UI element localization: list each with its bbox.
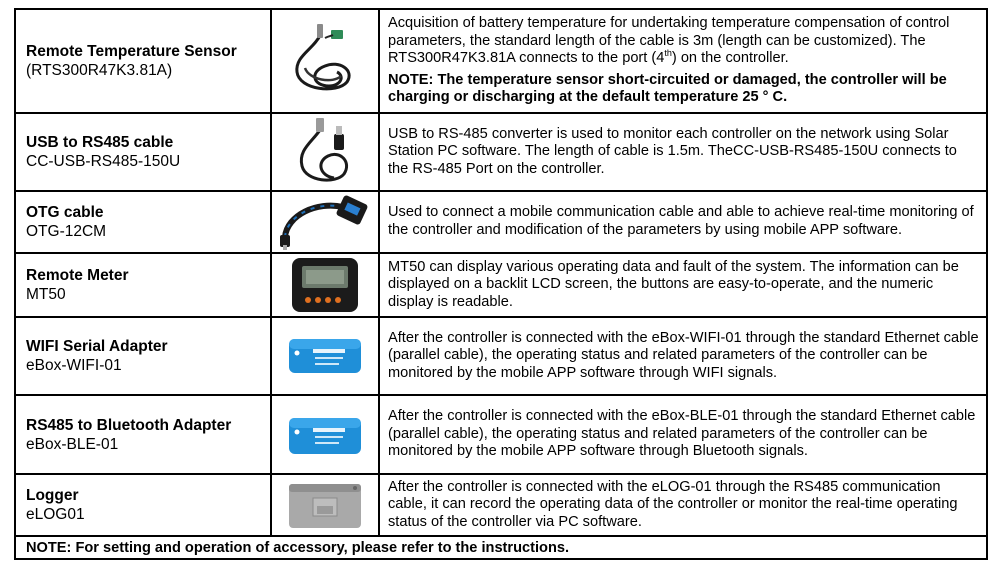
accessory-description: Used to connect a mobile communication cable and able to achieve real-time monitoring of the controller and modification of the parameters by using mobile APP software. [388,204,974,238]
accessory-table [14,8,988,560]
accessory-code: eBox-WIFI-01 [26,357,122,374]
accessory-description-cell [379,9,987,113]
accessory-image-cell [271,113,379,191]
accessory-name-cell [15,113,271,191]
accessory-title: Remote Meter [26,267,129,284]
accessory-description-cell [379,474,987,536]
accessory-description-cell [379,191,987,253]
accessory-title: OTG cable [26,204,104,221]
accessory-description: After the controller is connected with the eLOG-01 through the RS485 communication cable, it can record the operating data of the controller or monitor the real-time operating status of the controller via PC software. [388,478,958,530]
accessory-name-cell [15,253,271,317]
footer-note: NOTE: For setting and operation of accessory, please refer to the instructions. [15,536,987,559]
accessory-description-cell [379,317,987,395]
otg-cable-icon [277,193,373,251]
accessory-image-cell [271,253,379,317]
accessory-code: (RTS300R47K3.81A) [26,62,173,79]
usb-cable-icon [290,116,360,188]
description-text: Acquisition of battery temperature for undertaking temperature compensation of control parameters, the standard length of the cable is 3m (length can be customized). The RTS300R47K3.81A connects to the port (4 [388,15,950,67]
accessory-note: NOTE: The temperature sensor short-circuited or damaged, the controller will be charging or discharging at the default temperature 25 ° C. [388,71,947,106]
accessory-description-cell [379,113,987,191]
accessory-name-cell [15,9,271,113]
accessory-description-cell [379,253,987,317]
accessory-description: USB to RS-485 converter is used to monitor each controller on the network using Solar Station PC software. The length of cable is 1.5m. TheCC-USB-RS485-150U connects to the RS-485 Port on the controller. [388,125,957,177]
table-row [15,113,987,191]
table-row [15,317,987,395]
accessory-image-cell [271,395,379,474]
wifi-adapter-icon [285,333,365,379]
accessory-description [388,15,949,66]
accessory-image-cell [271,474,379,536]
accessory-name-cell [15,474,271,536]
accessory-name-cell [15,191,271,253]
accessory-image-cell [271,9,379,113]
table-row [15,253,987,317]
table-row [15,395,987,474]
accessory-title: USB to RS485 cable [26,134,174,151]
accessory-description-cell [379,395,987,474]
accessory-code: OTG-12CM [26,223,107,240]
accessory-title: Remote Temperature Sensor [26,43,237,60]
accessory-image-cell [271,317,379,395]
table-row [15,474,987,536]
table-row [15,9,987,113]
accessory-title: WIFI Serial Adapter [26,338,168,355]
accessory-name-cell [15,395,271,474]
accessory-code: CC-USB-RS485-150U [26,153,181,170]
accessory-title: RS485 to Bluetooth Adapter [26,416,232,434]
remote-meter-icon [290,256,360,314]
table-row [15,191,987,253]
accessory-description: After the controller is connected with the eBox-BLE-01 through the standard Ethernet cable (parallel cable), the operating status and related parameters of the controller can be monitored by the mobile APP software through Bluetooth signals. [388,408,976,460]
description-text-end: ) on the controller. [671,50,789,67]
accessory-description: After the controller is connected with the eBox-WIFI-01 through the standard Ethernet cable (parallel cable), the operating status and related parameters of the controller can be monitored by the mobile APP software through WIFI signals. [388,329,979,381]
superscript: th [664,48,672,59]
accessory-name-cell [15,317,271,395]
accessory-code: eLOG01 [26,506,85,523]
accessory-description: MT50 can display various operating data and fault of the system. The information can be displayed on a backlit LCD screen, the buttons are easy-to-operate, and the numeric display is readable. [388,258,959,310]
temperature-sensor-cable-icon [285,20,365,102]
table-footer-row [15,536,987,559]
accessory-image-cell [271,191,379,253]
accessory-code: MT50 [26,286,66,303]
accessory-title: Logger [26,487,79,504]
logger-icon [283,478,367,532]
bluetooth-adapter-icon [285,410,365,460]
accessory-code: eBox-BLE-01 [26,435,119,453]
